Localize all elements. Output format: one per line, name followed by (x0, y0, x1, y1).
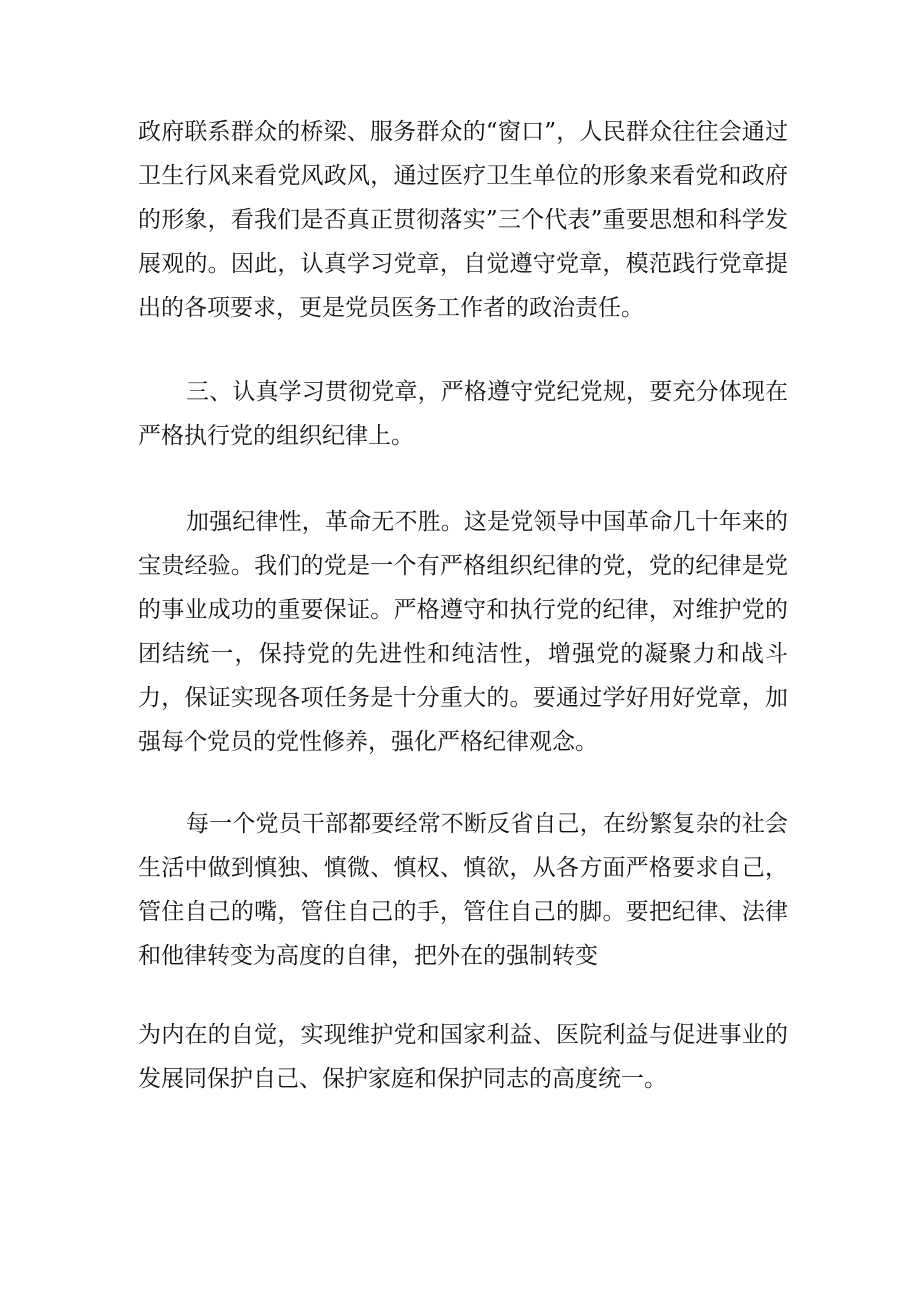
paragraph-conclusion: 为内在的自觉，实现维护党和国家利益、医院利益与促进事业的发展同保护自己、保护家庭和保护同志的高度统一。 (138, 1022, 788, 1092)
paragraph-discipline: 加强纪律性，革命无不胜。这是党领导中国革命几十年来的宝贵经验。我们的党是一个有严格组织纪律的党，党的纪律是党的事业成功的重要保证。严格遵守和执行党的纪律，对维护党的团结统一，保持党的先进性和纯洁性，增强党的凝聚力和战斗力，保证实现各项任务是十分重大的。要通过学好用好党章，加强每个党员的党性修养，强化严格纪律观念。 (138, 509, 788, 755)
section-heading-three: 三、认真学习贯彻党章，严格遵守党纪党规，要充分体现在严格执行党的组织纪律上。 (138, 379, 788, 449)
paragraph-continuation: 政府联系群众的桥梁、服务群众的“窗口”，人民群众往往会通过卫生行风来看党风政风，通过医疗卫生单位的形象来看党和政府的形象，看我们是否真正贯彻落实”三个代表”重要思想和科学发展观的。因此，认真学习党章，自觉遵守党章，模范践行党章提出的各项要求，更是党员医务工作者的政治责任。 (138, 119, 788, 321)
paragraph-self-reflection: 每一个党员干部都要经常不断反省自己，在纷繁复杂的社会生活中做到慎独、慎微、慎权、慎欲，从各方面严格要求自己，管住自己的嘴，管住自己的手，管住自己的脚。要把纪律、法律和他律转变为高度的自律，把外在的强制转变 (138, 811, 788, 969)
